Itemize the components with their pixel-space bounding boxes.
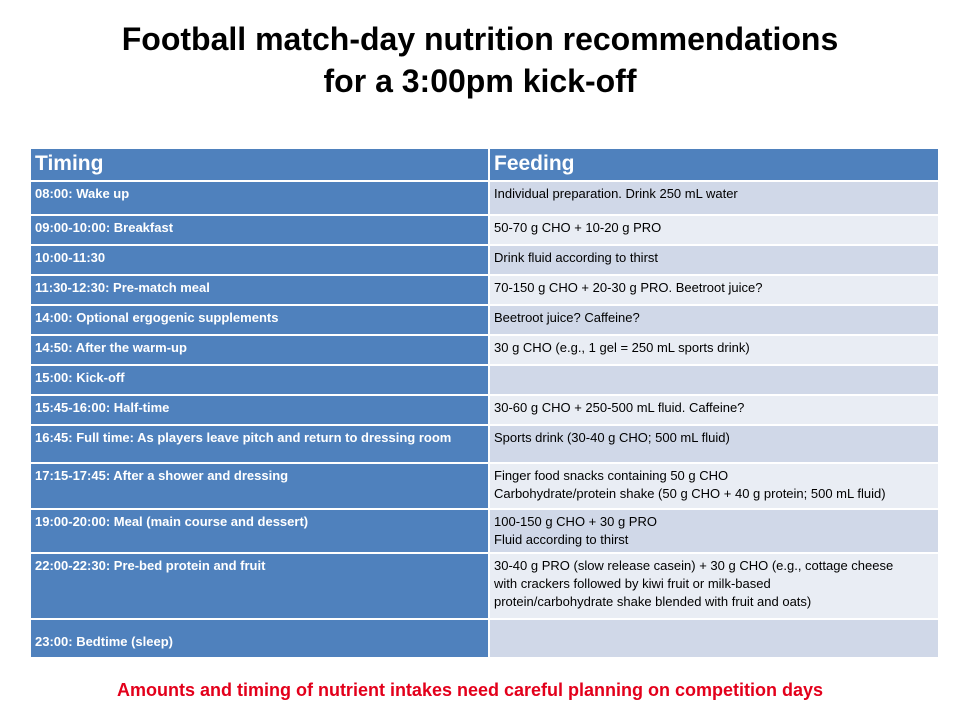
table-row <box>30 619 939 658</box>
table-row <box>30 395 939 425</box>
feeding-cell <box>489 335 939 365</box>
timing-cell: 10:00-11:30 <box>30 245 489 275</box>
header-timing: Timing <box>30 148 489 181</box>
feeding-cell <box>489 619 939 658</box>
timing-cell: 23:00: Bedtime (sleep) <box>30 619 489 658</box>
feeding-line: Fluid according to thirst <box>494 532 629 547</box>
timing-cell: 17:15-17:45: After a shower and dressing <box>30 463 489 509</box>
feeding-line: Individual preparation. Drink 250 mL water <box>494 186 738 201</box>
feeding-line: 70-150 g CHO + 20-30 g PRO. Beetroot juice? <box>494 280 763 295</box>
title-line-2: for a 3:00pm kick-off <box>323 63 637 99</box>
timing-cell: 19:00-20:00: Meal (main course and dessert) <box>30 509 489 553</box>
feeding-cell <box>489 425 939 463</box>
feeding-cell <box>489 395 939 425</box>
timing-cell: 11:30-12:30: Pre-match meal <box>30 275 489 305</box>
feeding-cell <box>489 275 939 305</box>
timing-cell: 22:00-22:30: Pre-bed protein and fruit <box>30 553 489 619</box>
feeding-cell <box>489 509 939 553</box>
table-row <box>30 305 939 335</box>
table-body <box>30 181 939 658</box>
table-row <box>30 181 939 215</box>
header-feeding: Feeding <box>489 148 939 181</box>
timing-cell: 16:45: Full time: As players leave pitch and return to dressing room <box>30 425 489 463</box>
table-row <box>30 275 939 305</box>
timing-cell: 15:00: Kick-off <box>30 365 489 395</box>
table-row <box>30 335 939 365</box>
title-line-1: Football match-day nutrition recommendations <box>121 21 839 57</box>
feeding-cell <box>489 181 939 215</box>
timing-cell: 14:00: Optional ergogenic supplements <box>30 305 489 335</box>
feeding-cell <box>489 305 939 335</box>
feeding-line: 50-70 g CHO + 10-20 g PRO <box>494 220 662 235</box>
timing-cell: 09:00-10:00: Breakfast <box>30 215 489 245</box>
table-row <box>30 245 939 275</box>
feeding-line: Finger food snacks containing 50 g CHO <box>494 468 729 483</box>
table-row <box>30 425 939 463</box>
table-row <box>30 463 939 509</box>
feeding-line: protein/carbohydrate shake blended with fruit and oats) <box>494 594 812 609</box>
timing-cell: 15:45-16:00: Half-time <box>30 395 489 425</box>
feeding-line: Sports drink (30-40 g CHO; 500 mL fluid) <box>494 430 730 445</box>
timing-cell: 08:00: Wake up <box>30 181 489 215</box>
feeding-line: Carbohydrate/protein shake (50 g CHO + 40 g protein; 500 mL fluid) <box>494 486 886 501</box>
timing-cell: 14:50: After the warm-up <box>30 335 489 365</box>
feeding-cell <box>489 463 939 509</box>
feeding-cell <box>489 245 939 275</box>
feeding-line: 30-60 g CHO + 250-500 mL fluid. Caffeine? <box>494 400 745 415</box>
feeding-line: 30-40 g PRO (slow release casein) + 30 g CHO (e.g., cottage cheese <box>494 558 894 573</box>
feeding-cell <box>489 215 939 245</box>
feeding-cell <box>489 553 939 619</box>
feeding-line: Beetroot juice? Caffeine? <box>494 310 640 325</box>
feeding-line: with crackers followed by kiwi fruit or milk-based <box>494 576 771 591</box>
nutrition-schedule-table <box>29 147 940 659</box>
table-row <box>30 215 939 245</box>
slide-title <box>0 18 960 102</box>
feeding-line: Drink fluid according to thirst <box>494 250 659 265</box>
feeding-cell <box>489 365 939 395</box>
feeding-line: 30 g CHO (e.g., 1 gel = 250 mL sports drink) <box>494 340 750 355</box>
footer-note: Amounts and timing of nutrient intakes need careful planning on competition days <box>116 680 824 700</box>
table-row <box>30 365 939 395</box>
table-header-row <box>30 148 939 181</box>
table-row <box>30 553 939 619</box>
table-row <box>30 509 939 553</box>
feeding-line: 100-150 g CHO + 30 g PRO <box>494 514 657 529</box>
